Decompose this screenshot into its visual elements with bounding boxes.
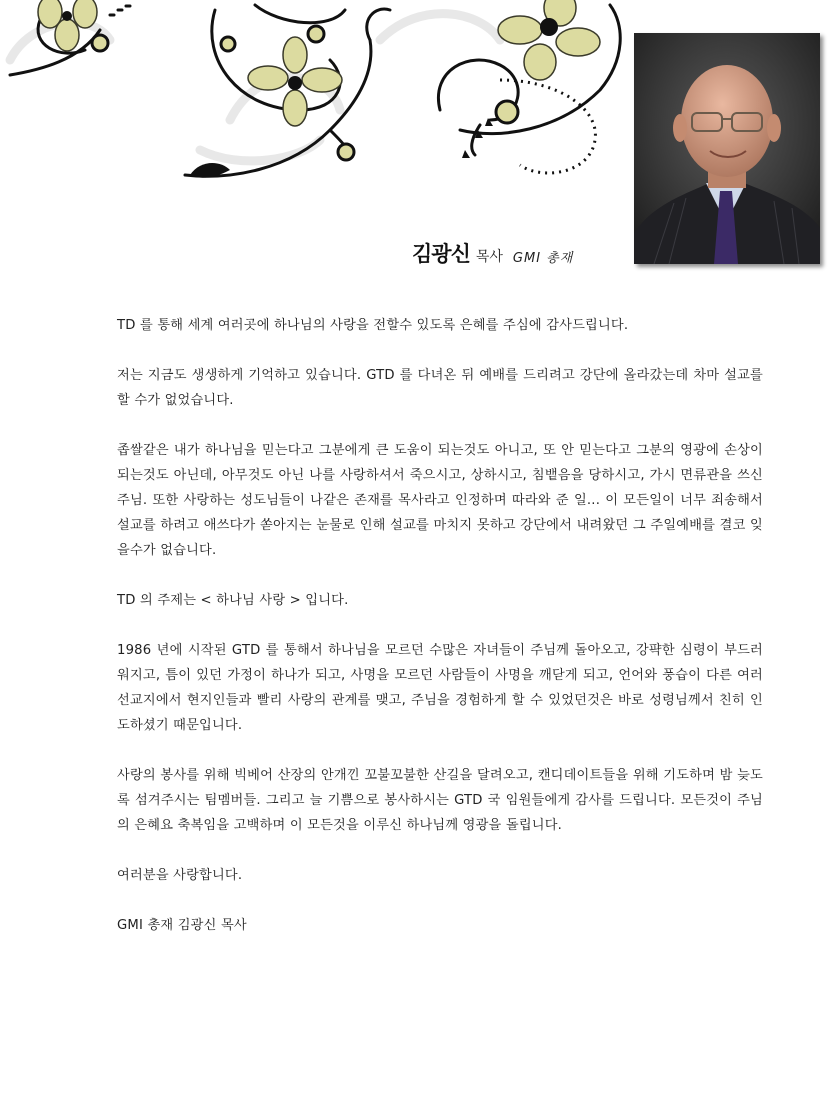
letter-paragraph: 여러분을 사랑합니다. [117,868,243,883]
letter-paragraph: 좁쌀같은 내가 하나님을 믿는다고 그분에게 큰 도움이 되는것도 아니고, 또 안 믿는다고 그분의 영광에 손상이 되는것도 아닌데, 아무것도 아닌 나를 사랑하셔서 죽으시고, 상하시고, 침뱉음을 당하시고, 가시 면류관을 쓰신 주님. 또한 사랑하는 성도님들이 나같은 존재를 목사라고 인정하며 따라와 준 일... 이 모든일이 너무 죄송해서 설교를 하려고 애쓰다가 쏟아지는 눈물로 인해 설교를 마치지 못하고 강단에서 내려왔던 그 주일예배를 결코 잊을수가 없습니다. [117,443,763,558]
letter-closing-signature: GMI 총재 김광신 목사 [117,918,247,933]
letter-paragraph: 1986 년에 시작된 GTD 를 통해서 하나님을 모르던 수많은 자녀들이 주님께 돌아오고, 강퍅한 심령이 부드러워지고, 틈이 있던 가정이 하나가 되고, 사명을 모르던 사람들이 사명을 깨닫게 되고, 언어와 풍습이 다른 여러 선교지에서 현지인들과 빨리 사랑의 관계를 맺고, 주님을 경험하게 할 수 있었던것은 바로 성령님께서 친히 인도하셨기 때문입니다. [117,643,763,733]
letter-body [117,313,763,963]
signature-name: 김광신 [412,241,470,266]
signature-block [412,240,573,268]
portrait-photo [634,33,820,264]
letter-paragraph: 사랑의 봉사를 위해 빅베어 산장의 안개낀 꼬불꼬불한 산길을 달려오고, 캔디데이트들을 위해 기도하며 밤 늦도록 섬겨주시는 팀멤버들. 그리고 늘 기쁨으로 봉사하시는 GTD 국 임원들에게 감사를 드립니다. 모든것이 주님의 은혜요 축복임을 고백하며 이 모든것을 이루신 하나님께 영광을 돌립니다. [117,768,763,833]
signature-org: GMI 총재 [512,251,574,266]
letter-paragraph: TD 의 주제는 < 하나님 사랑 > 입니다. [117,593,349,608]
signature-title: 목사 [475,249,503,265]
letter-paragraph: TD 를 통해 세계 여러곳에 하나님의 사랑을 전할수 있도록 은혜를 주심에 감사드립니다. [117,318,629,333]
letter-paragraph: 저는 지금도 생생하게 기억하고 있습니다. GTD 를 다녀온 뒤 예배를 드리려고 강단에 올라갔는데 차마 설교를 할 수가 없었습니다. [117,368,763,408]
floral-decoration [0,0,640,200]
